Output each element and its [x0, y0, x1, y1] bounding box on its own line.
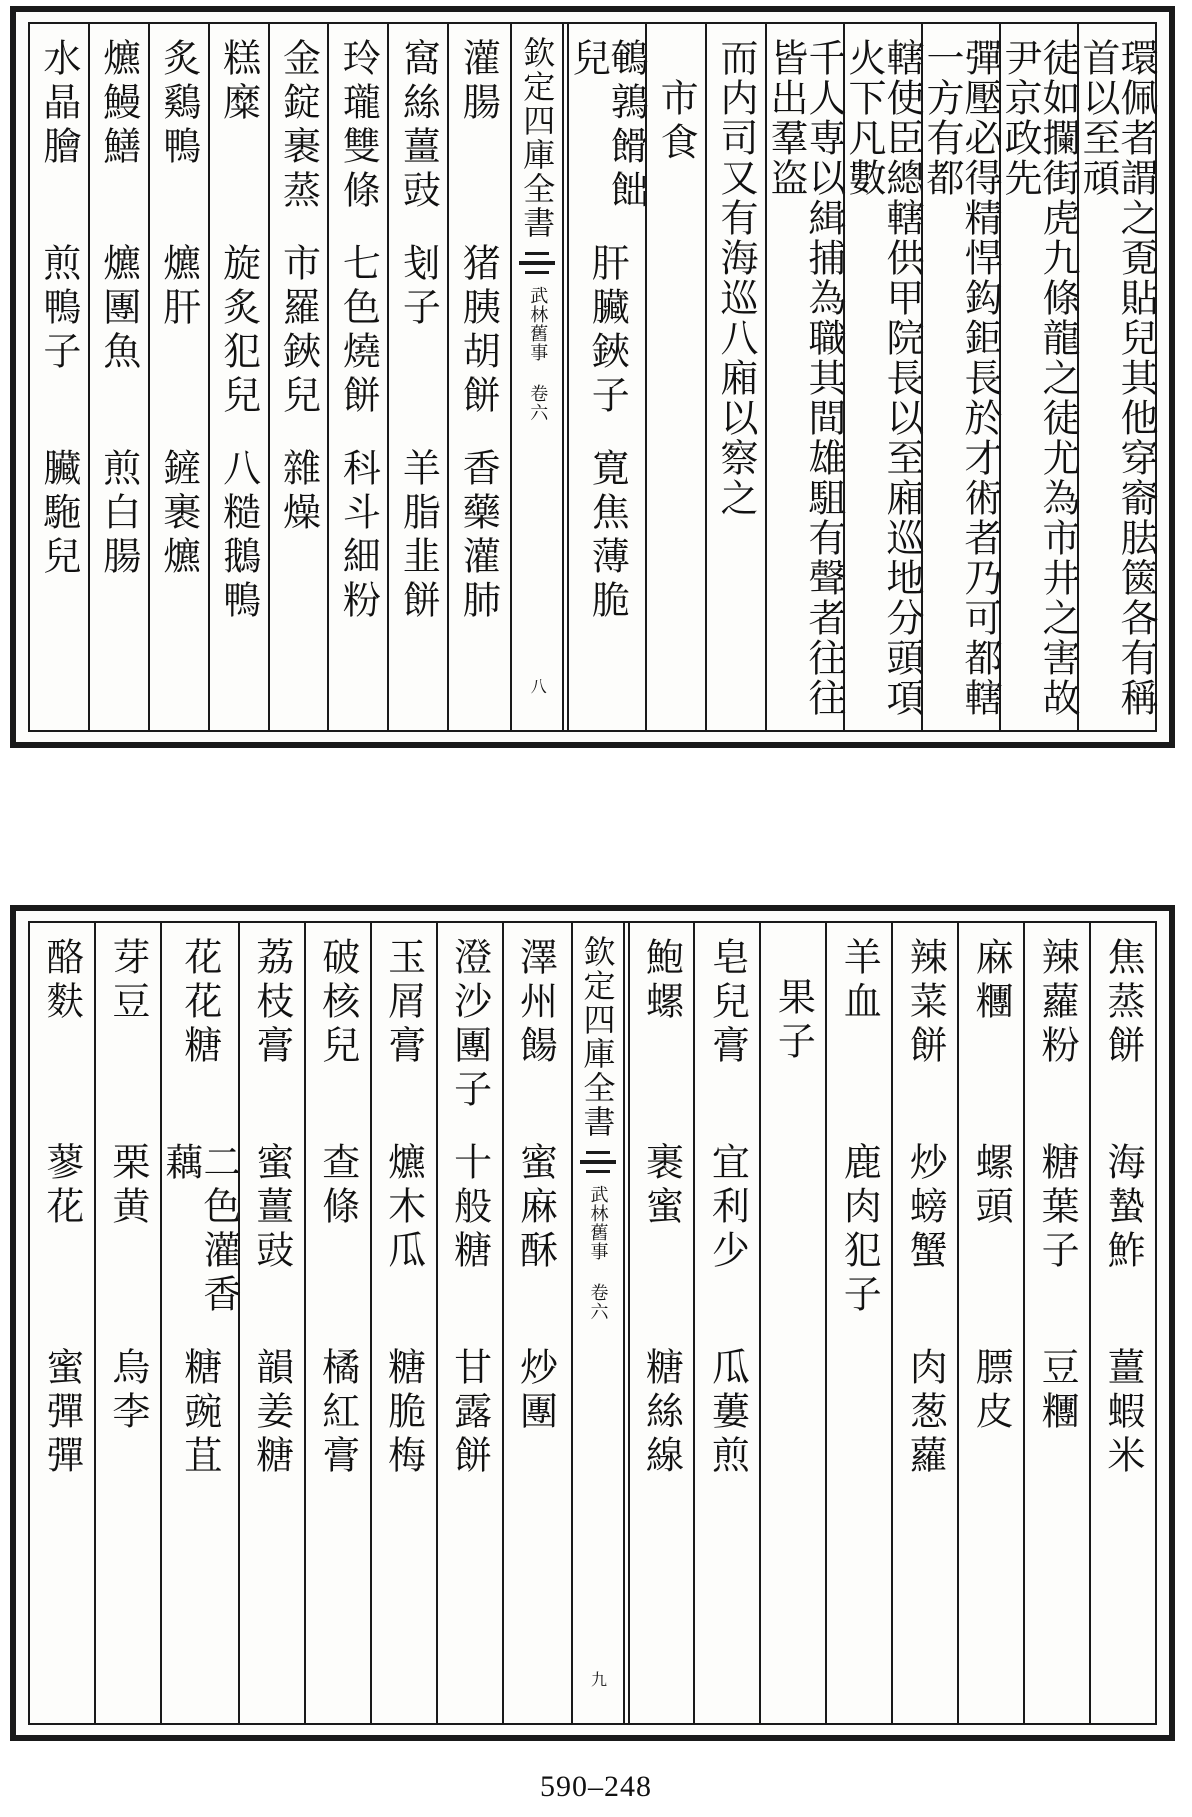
food-item: 甘露餅: [447, 1347, 492, 1479]
item-column: [238, 923, 304, 1723]
food-item: 七色燒餅: [336, 243, 381, 419]
food-item: 十般糖: [447, 1142, 492, 1274]
food-item: 鹿肉犯子: [837, 1142, 882, 1318]
food-item: 爊鰻鱔: [96, 38, 141, 170]
item-column: [208, 24, 268, 730]
food-item: 猪胰胡餅: [456, 243, 501, 419]
food-item: 玲瓏雙條: [336, 38, 381, 214]
prose-column: [764, 24, 846, 730]
item-column: [825, 923, 891, 1723]
food-item: 蜜彈彈: [39, 1347, 84, 1479]
food-item: 澤州餳: [513, 937, 558, 1069]
book-title: 欽定四庫全書: [518, 36, 557, 240]
bottom-page: [10, 905, 1175, 1741]
item-column: [30, 923, 94, 1723]
food-item: 爊肝: [156, 243, 201, 331]
item-column: [693, 923, 759, 1723]
food-item: 香藥灌肺: [456, 448, 501, 624]
food-item: 鏟裹爊: [156, 448, 201, 580]
food-item: 糕糜: [216, 38, 261, 126]
item-column: [436, 923, 502, 1723]
food-item: 橘紅膏: [315, 1347, 360, 1479]
page-number: 九: [588, 1671, 608, 1693]
food-item: 膘皮: [969, 1347, 1014, 1435]
food-item: 皂兒膏: [705, 937, 750, 1069]
food-item: 刬子: [396, 243, 441, 331]
item-column: [370, 923, 436, 1723]
food-item: 二色灌香藕: [158, 1142, 241, 1318]
center-fold: [510, 24, 564, 730]
section-heading-column: [759, 923, 825, 1723]
food-item: 羊脂韭餅: [396, 448, 441, 624]
item-column: [566, 24, 649, 730]
food-item: 市羅鋏兒: [276, 243, 321, 419]
book-title: 欽定四庫全書: [578, 935, 617, 1139]
food-item: 芽豆: [105, 937, 150, 1025]
item-column: [327, 24, 387, 730]
food-item: 糖葉子: [1035, 1142, 1080, 1274]
prose-line: 而内司又有海巡八廂以察之: [714, 38, 759, 518]
food-item: 辣菜餅: [903, 937, 948, 1069]
prose-line: 千人専以緝捕為職其間雄駔有聲者往往皆出羣盗: [764, 38, 846, 718]
item-column: [387, 24, 447, 730]
section-heading: 市食: [654, 78, 699, 166]
food-item: 糖豌苴: [177, 1347, 222, 1479]
page-number: 八: [528, 678, 548, 700]
item-column: [158, 923, 241, 1723]
food-item: 海蟄鮓: [1101, 1142, 1146, 1274]
item-column: [891, 923, 957, 1723]
item-column: [30, 24, 88, 730]
food-item: 查條: [315, 1142, 360, 1230]
top-page-frame: [28, 22, 1157, 732]
item-column: [628, 923, 694, 1723]
food-item: 鮑螺: [639, 937, 684, 1025]
food-item: 肉葱蘿: [903, 1347, 948, 1479]
food-item: 窩絲薑豉: [396, 38, 441, 214]
food-item: 鵪鶉餶飿兒: [566, 38, 649, 214]
food-item: 水晶膾: [36, 38, 81, 170]
food-item: 蜜麻酥: [513, 1142, 558, 1274]
fishtail-mark-icon: [519, 248, 555, 278]
food-item: 蜜薑豉: [249, 1142, 294, 1274]
food-item: 豆糰: [1035, 1347, 1080, 1435]
section-heading-column: [645, 24, 705, 730]
item-column: [148, 24, 208, 730]
prose-line: 環佩者謂之覔貼兒其他穿窬胠篋各有稱首以至頑: [1076, 38, 1158, 718]
item-column: [502, 923, 568, 1723]
center-fold: [571, 923, 625, 1723]
food-item: 科斗細粉: [336, 448, 381, 624]
page-footer-number: 590–248: [540, 1770, 652, 1803]
volume-label: 武林舊事 卷六: [527, 286, 549, 422]
prose-column: [1076, 24, 1158, 730]
food-item: 炒螃蟹: [903, 1142, 948, 1274]
food-item: 肝臟鋏子: [585, 243, 630, 419]
food-item: 辣蘿粉: [1035, 937, 1080, 1069]
food-item: 煎鴨子: [36, 243, 81, 375]
food-item: 薑蝦米: [1101, 1347, 1146, 1479]
item-column: [1023, 923, 1089, 1723]
food-item: 麻糰: [969, 937, 1014, 1025]
top-page: [10, 6, 1175, 748]
item-column: [447, 24, 507, 730]
food-item: 炙鷄鴨: [156, 38, 201, 170]
prose-line: 轄使臣總轄供甲院長以至廂巡地分頭項火下凡數: [842, 38, 924, 718]
food-item: 玉屑膏: [381, 937, 426, 1069]
prose-column: [998, 24, 1080, 730]
item-column: [268, 24, 328, 730]
bottom-page-frame: [28, 921, 1157, 1725]
food-item: 臟駞兒: [36, 448, 81, 580]
food-item: 旋炙犯兒: [216, 243, 261, 419]
item-column: [957, 923, 1023, 1723]
food-item: 荔枝膏: [249, 937, 294, 1069]
food-item: 焦蒸餅: [1101, 937, 1146, 1069]
food-item: 金錠裹蒸: [276, 38, 321, 214]
food-item: 烏李: [105, 1347, 150, 1435]
food-item: 糖絲線: [639, 1347, 684, 1479]
food-item: 酪麩: [39, 937, 84, 1025]
food-item: 雜燥: [276, 448, 321, 536]
food-item: 羊血: [837, 937, 882, 1025]
fishtail-mark-icon: [580, 1147, 616, 1177]
prose-column: [705, 24, 765, 730]
item-column: [94, 923, 160, 1723]
food-item: 栗黄: [105, 1142, 150, 1230]
prose-line: 徒如攔街虎九條龍之徒尤為市井之害故尹京政先: [998, 38, 1080, 718]
food-item: 裹蜜: [639, 1142, 684, 1230]
item-column: [1089, 923, 1155, 1723]
item-column: [304, 923, 370, 1723]
food-item: 澄沙團子: [447, 937, 492, 1113]
food-item: 宜利少: [705, 1142, 750, 1274]
prose-column: [920, 24, 1002, 730]
food-item: 寛焦薄脆: [585, 448, 630, 624]
item-column: [88, 24, 148, 730]
food-item: 韻姜糖: [249, 1347, 294, 1479]
food-item: 花花糖: [177, 937, 222, 1069]
food-item: 破核兒: [315, 937, 360, 1069]
food-item: 八糙鵝鴨: [216, 448, 261, 624]
food-item: 炒團: [513, 1347, 558, 1435]
prose-column: [842, 24, 924, 730]
volume-label: 武林舊事 卷六: [587, 1185, 609, 1321]
food-item: 糖脆梅: [381, 1347, 426, 1479]
food-item: 煎白腸: [96, 448, 141, 580]
section-heading: 果子: [771, 977, 816, 1065]
food-item: 爊木瓜: [381, 1142, 426, 1274]
food-item: 螺頭: [969, 1142, 1014, 1230]
prose-line: 彈壓必得精悍鈎鉅長於才術者乃可都轄一方有都: [920, 38, 1002, 718]
food-item: 蓼花: [39, 1142, 84, 1230]
food-item: 瓜蔞煎: [705, 1347, 750, 1479]
food-item: 灌腸: [456, 38, 501, 126]
food-item: 爊團魚: [96, 243, 141, 375]
